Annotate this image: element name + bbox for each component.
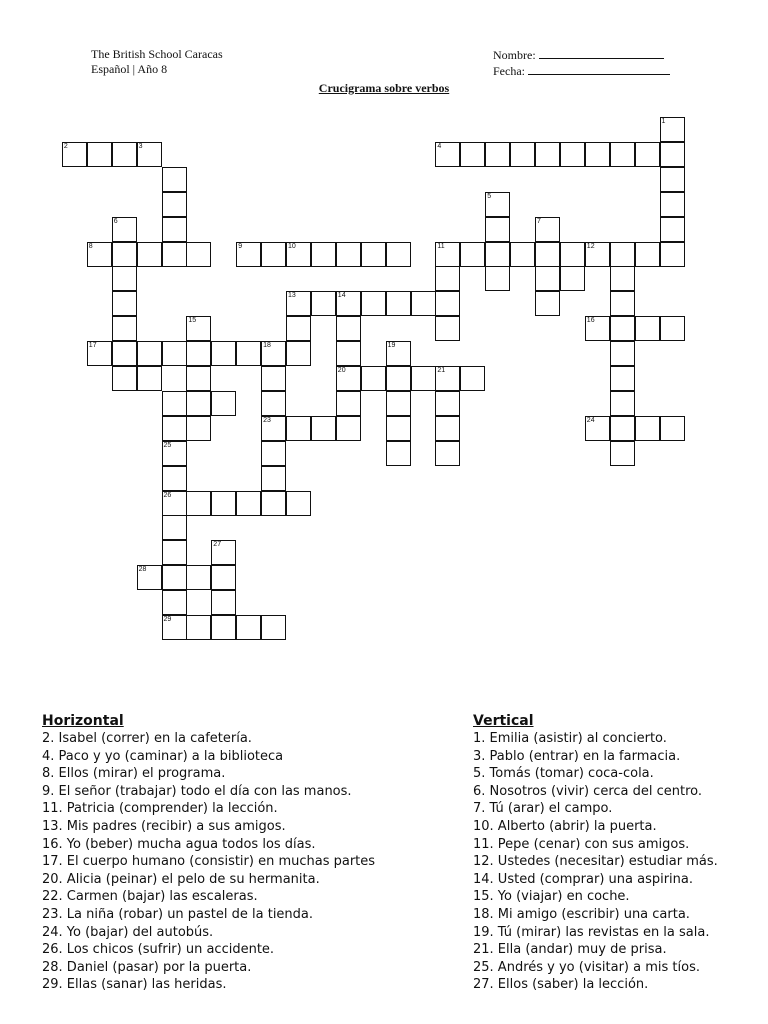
crossword-cell[interactable] [660, 416, 685, 441]
crossword-cell[interactable] [211, 590, 236, 615]
clue-item: 28. Daniel (pasar) por la puerta. [42, 959, 252, 975]
crossword-cell[interactable] [386, 391, 411, 416]
crossword-cell[interactable] [660, 167, 685, 192]
crossword-cell[interactable] [186, 416, 211, 441]
crossword-cell[interactable] [435, 416, 460, 441]
crossword-cell[interactable] [162, 615, 187, 640]
crossword-cell[interactable] [610, 391, 635, 416]
crossword-cell[interactable] [610, 291, 635, 316]
crossword-cell[interactable] [386, 242, 411, 267]
crossword-cell[interactable] [261, 341, 286, 366]
crossword-cell[interactable] [162, 590, 187, 615]
crossword-cell[interactable] [137, 366, 162, 391]
clue-item: 13. Mis padres (recibir) a sus amigos. [42, 818, 286, 834]
clue-number: 17 [88, 342, 97, 350]
clue-number: 8 [88, 242, 93, 250]
clue-item: 11. Pepe (cenar) con sus amigos. [473, 836, 690, 852]
crossword-cell[interactable] [162, 466, 187, 491]
crossword-cell[interactable] [162, 217, 187, 242]
crossword-cell[interactable] [311, 291, 336, 316]
crossword-cell[interactable] [286, 242, 311, 267]
crossword-cell[interactable] [635, 416, 660, 441]
crossword-cell[interactable] [610, 242, 635, 267]
horizontal-heading: Horizontal [42, 713, 124, 729]
crossword-cell[interactable] [361, 291, 386, 316]
crossword-cell[interactable] [485, 266, 510, 291]
crossword-cell[interactable] [336, 242, 361, 267]
crossword-cell[interactable] [286, 341, 311, 366]
clue-item: 18. Mi amigo (escribir) una carta. [473, 906, 690, 922]
crossword-cell[interactable] [485, 242, 510, 267]
crossword-cell[interactable] [137, 565, 162, 590]
crossword-cell[interactable] [236, 341, 261, 366]
crossword-cell[interactable] [610, 142, 635, 167]
crossword-cell[interactable] [460, 242, 485, 267]
crossword-cell[interactable] [435, 242, 460, 267]
crossword-cell[interactable] [186, 366, 211, 391]
crossword-cell[interactable] [186, 565, 211, 590]
clue-number: 26 [163, 491, 172, 499]
crossword-cell[interactable] [485, 217, 510, 242]
crossword-cell[interactable] [610, 316, 635, 341]
clue-number: 11 [437, 242, 445, 250]
clue-item: 16. Yo (beber) mucha agua todos los días. [42, 836, 316, 852]
crossword-cell[interactable] [211, 565, 236, 590]
crossword-cell[interactable] [560, 266, 585, 291]
crossword-cell[interactable] [435, 391, 460, 416]
clue-number: 12 [586, 242, 595, 250]
clue-item: 25. Andrés y yo (visitar) a mis tíos. [473, 959, 700, 975]
crossword-cell[interactable] [162, 192, 187, 217]
clue-item: 1. Emilia (asistir) al concierto. [473, 731, 667, 746]
crossword-cell[interactable] [460, 366, 485, 391]
clue-number: 29 [163, 616, 172, 623]
crossword-cell[interactable] [211, 540, 236, 565]
clue-number: 28 [138, 566, 147, 574]
crossword-cell[interactable] [660, 117, 685, 142]
clue-number: 1 [661, 118, 666, 125]
crossword-cell[interactable] [535, 291, 560, 316]
crossword-cell[interactable] [162, 491, 187, 516]
clue-item: 9. El señor (trabajar) todo el día con las manos. [42, 783, 352, 799]
crossword-cell[interactable] [162, 540, 187, 565]
clue-number: 7 [537, 217, 541, 225]
crossword-cell[interactable] [286, 316, 311, 341]
crossword-cell[interactable] [137, 242, 162, 267]
clue-number: 18 [263, 342, 271, 350]
crossword-cell[interactable] [162, 416, 187, 441]
crossword-cell[interactable] [286, 291, 311, 316]
crossword-cell[interactable] [87, 242, 112, 267]
clue-item: 15. Yo (viajar) en coche. [473, 889, 630, 905]
clue-number: 9 [238, 242, 243, 250]
clue-number: 6 [113, 217, 118, 225]
crossword-cell[interactable] [211, 391, 236, 416]
crossword-cell[interactable] [112, 266, 137, 291]
crossword-cell[interactable] [635, 316, 660, 341]
clue-number: 24 [586, 416, 595, 424]
vertical-clues [473, 712, 718, 994]
clue-number: 3 [138, 142, 143, 150]
crossword-cell[interactable] [87, 341, 112, 366]
course-name: Español | Año 8 [91, 62, 168, 76]
crossword-cell[interactable] [560, 242, 585, 267]
crossword-cell[interactable] [261, 441, 286, 466]
crossword-cell[interactable] [236, 491, 261, 516]
crossword-cell[interactable] [261, 366, 286, 391]
crossword-cell[interactable] [261, 242, 286, 267]
crossword-cell[interactable] [311, 416, 336, 441]
crossword-cell[interactable] [137, 142, 162, 167]
crossword-cell[interactable] [112, 316, 137, 341]
crossword-cell[interactable] [510, 142, 535, 167]
crossword-cell[interactable] [286, 416, 311, 441]
crossword-cell[interactable] [186, 491, 211, 516]
clue-item: 17. El cuerpo humano (consistir) en muchas partes [42, 854, 376, 870]
crossword-cell[interactable] [87, 142, 112, 167]
name-label: Nombre: [493, 48, 536, 62]
crossword-cell[interactable] [386, 366, 411, 391]
crossword-cell[interactable] [610, 441, 635, 466]
horizontal-clues [42, 712, 375, 994]
clue-item: 23. La niña (robar) un pastel de la tienda. [42, 906, 314, 922]
clue-number: 27 [213, 541, 222, 549]
clue-number: 23 [263, 416, 271, 424]
crossword-cell[interactable] [560, 142, 585, 167]
crossword-cell[interactable] [261, 416, 286, 441]
crossword-cell[interactable] [485, 142, 510, 167]
crossword-cell[interactable] [535, 266, 560, 291]
clue-item: 27. Ellos (saber) la lección. [473, 977, 649, 993]
vertical-heading: Vertical [473, 713, 534, 729]
crossword-cell[interactable] [610, 266, 635, 291]
clue-item: 26. Los chicos (sufrir) un accidente. [42, 942, 275, 958]
horizontal-clue-list [42, 730, 375, 994]
crossword-cell[interactable] [336, 341, 361, 366]
crossword-cell[interactable] [510, 242, 535, 267]
vertical-clue-list [473, 730, 718, 994]
clue-item: 12. Ustedes (necesitar) estudiar más. [473, 854, 718, 870]
crossword-cell[interactable] [660, 192, 685, 217]
clue-item: 10. Alberto (abrir) la puerta. [473, 818, 657, 834]
clue-number: 19 [387, 342, 396, 350]
crossword-cell[interactable] [162, 167, 187, 192]
crossword-cell[interactable] [585, 142, 610, 167]
crossword-cell[interactable] [585, 416, 610, 441]
crossword-cell[interactable] [162, 515, 187, 540]
crossword-cell[interactable] [585, 316, 610, 341]
clue-number: 21 [437, 367, 446, 374]
crossword-cell[interactable] [336, 366, 361, 391]
crossword-cell[interactable] [435, 441, 460, 466]
crossword-cell[interactable] [162, 242, 187, 267]
crossword-cell[interactable] [460, 142, 485, 167]
crossword-cell[interactable] [286, 491, 311, 516]
crossword-cell[interactable] [660, 142, 685, 167]
crossword-cell[interactable] [635, 242, 660, 267]
clue-number: 13 [288, 292, 296, 300]
clue-number: 25 [163, 441, 172, 449]
crossword-cell[interactable] [162, 341, 187, 366]
crossword-cell[interactable] [261, 491, 286, 516]
clue-item: 7. Tú (arar) el campo. [473, 801, 613, 817]
crossword-cell[interactable] [112, 291, 137, 316]
crossword-cell[interactable] [137, 341, 162, 366]
crossword-cell[interactable] [435, 316, 460, 341]
crossword-cell[interactable] [386, 441, 411, 466]
crossword-cell[interactable] [112, 142, 137, 167]
crossword-cell[interactable] [162, 565, 187, 590]
crossword-cell[interactable] [585, 242, 610, 267]
crossword-cell[interactable] [112, 242, 137, 267]
clue-item: 20. Alicia (peinar) el pelo de su hermanita. [42, 871, 320, 887]
clue-item: 14. Usted (comprar) una aspirina. [473, 871, 693, 887]
clue-number: 20 [337, 367, 346, 374]
crossword-cell[interactable] [485, 192, 510, 217]
crossword-cell[interactable] [386, 416, 411, 441]
clue-item: 19. Tú (mirar) las revistas en la sala. [473, 924, 710, 940]
crossword-cell[interactable] [186, 341, 211, 366]
clue-item: 8. Ellos (mirar) el programa. [42, 766, 226, 782]
crossword-cell[interactable] [535, 242, 560, 267]
clue-number: 10 [288, 242, 296, 250]
clue-number: 4 [437, 142, 442, 150]
clue-item: 11. Patricia (comprender) la lección. [42, 801, 278, 817]
crossword-cell[interactable] [186, 615, 211, 640]
clue-item: 24. Yo (bajar) del autobús. [42, 924, 214, 940]
crossword-cell[interactable] [112, 366, 137, 391]
clue-item: 2. Isabel (correr) en la cafetería. [42, 731, 252, 746]
crossword-cell[interactable] [336, 391, 361, 416]
crossword-cell[interactable] [236, 615, 261, 640]
clue-item: 4. Paco y yo (caminar) a la biblioteca [42, 748, 284, 764]
clue-item: 29. Ellas (sanar) las heridas. [42, 977, 227, 993]
crossword-cell[interactable] [535, 217, 560, 242]
crossword-cell[interactable] [261, 391, 286, 416]
crossword-cell[interactable] [361, 366, 386, 391]
crossword-cell[interactable] [211, 491, 236, 516]
crossword-cell[interactable] [660, 316, 685, 341]
clue-item: 21. Ella (andar) muy de prisa. [473, 942, 667, 958]
clue-item: 5. Tomás (tomar) coca-cola. [473, 766, 654, 782]
clue-item: 22. Carmen (bajar) las escaleras. [42, 889, 258, 905]
crossword-cell[interactable] [311, 242, 336, 267]
clue-number: 5 [487, 192, 492, 200]
clue-number: 14 [337, 292, 346, 300]
crossword-cell[interactable] [186, 316, 211, 341]
date-label: Fecha: [493, 64, 525, 78]
crossword-cell[interactable] [336, 291, 361, 316]
crossword-cell[interactable] [261, 615, 286, 640]
clue-number: 16 [586, 317, 595, 325]
crossword-cell[interactable] [162, 391, 187, 416]
crossword-cell[interactable] [610, 366, 635, 391]
crossword-cell[interactable] [435, 266, 460, 291]
crossword-cell[interactable] [411, 366, 436, 391]
crossword-cell[interactable] [62, 142, 87, 167]
crossword-cell[interactable] [660, 242, 685, 267]
crossword-cell[interactable] [336, 416, 361, 441]
crossword-cell[interactable] [435, 291, 460, 316]
clue-number: 15 [188, 317, 197, 325]
crossword-cell[interactable] [435, 366, 460, 391]
crossword-cell[interactable] [211, 341, 236, 366]
crossword-cell[interactable] [435, 142, 460, 167]
crossword-cell[interactable] [635, 142, 660, 167]
crossword-cell[interactable] [610, 341, 635, 366]
crossword-cell[interactable] [261, 466, 286, 491]
crossword-cell[interactable] [386, 291, 411, 316]
clue-item: 6. Nosotros (vivir) cerca del centro. [473, 783, 703, 799]
crossword-cell[interactable] [660, 217, 685, 242]
crossword-cell[interactable] [186, 391, 211, 416]
crossword-cell[interactable] [112, 217, 137, 242]
crossword-cell[interactable] [361, 242, 386, 267]
crossword-cell[interactable] [535, 142, 560, 167]
clue-item: 3. Pablo (entrar) en la farmacia. [473, 748, 681, 764]
crossword-cell[interactable] [162, 441, 187, 466]
school-name: The British School Caracas [91, 47, 223, 61]
crossword-cell[interactable] [411, 291, 436, 316]
clue-number: 2 [63, 142, 68, 150]
crossword-cell[interactable] [386, 341, 411, 366]
crossword-cell[interactable] [211, 615, 236, 640]
crossword-cell[interactable] [236, 242, 261, 267]
crossword-cell[interactable] [610, 416, 635, 441]
crossword-cell[interactable] [112, 341, 137, 366]
crossword-cell[interactable] [186, 242, 211, 267]
page-title: Crucigrama sobre verbos [318, 81, 450, 95]
crossword-cell[interactable] [336, 316, 361, 341]
